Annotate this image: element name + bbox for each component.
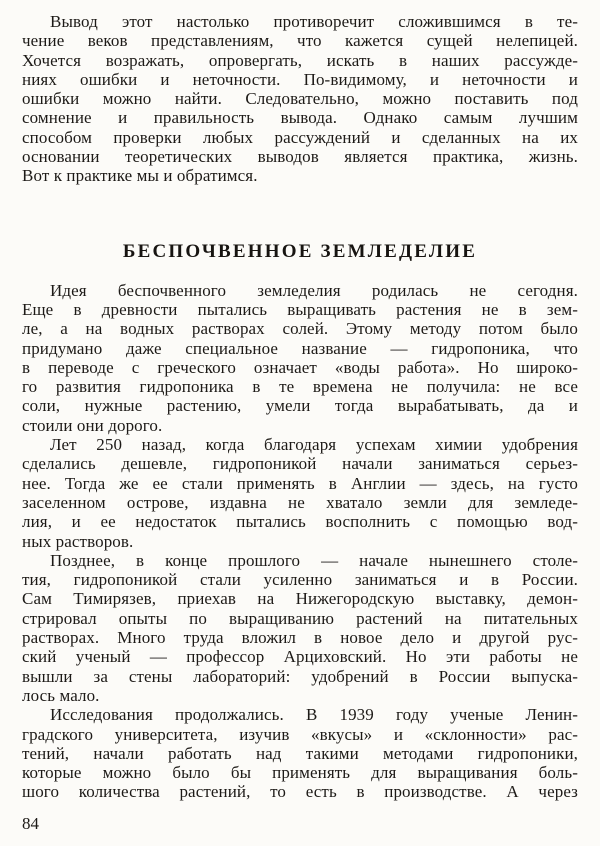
- text-line: Еще в древности пытались выращивать растения не в зем-: [22, 299, 578, 319]
- section-heading: БЕСПОЧВЕННОЕ ЗЕМЛЕДЕЛИЕ: [122, 240, 478, 262]
- text-line: Хочется возражать, опровергать, искать в наших рассужде-: [22, 50, 578, 70]
- text-line: вышли за стены лабораторий: удобрений в России выпуска-: [22, 666, 578, 686]
- text-blocks: [22, 12, 578, 802]
- text-line: тия, гидропоникой стали усиленно заниматься и в России.: [22, 570, 578, 590]
- paragraph: [22, 12, 578, 186]
- text-line: которые можно было бы применять для выращивания боль-: [22, 763, 578, 783]
- text-line: шого количества растений, то есть в производстве. А через: [22, 782, 578, 802]
- text-line: ных растворов.: [22, 531, 134, 551]
- text-line: ниях ошибки и неточности. По-видимому, и неточности и: [22, 69, 578, 89]
- text-line: Лет 250 назад, когда благодаря успехам химии удобрения: [50, 435, 578, 455]
- text-line: ский ученый — профессор Арциховский. Но эти работы не: [22, 647, 578, 667]
- text-line: Вот к практике мы и обратимся.: [22, 166, 258, 186]
- text-line: лось мало.: [22, 685, 100, 705]
- text-line: сомнение и правильность вывода. Однако самым лучшим: [22, 108, 578, 128]
- paragraph: [22, 435, 578, 551]
- text-line: в переводе с греческого означает «воды работа». Но широко-: [22, 357, 578, 377]
- page-number: 84: [22, 813, 39, 833]
- text-line: соли, нужные растению, умели тогда вырабатывать, да и: [22, 396, 578, 416]
- text-line: нее. Тогда же ее стали применять в Англии — здесь, на густо: [22, 473, 578, 493]
- text-line: Позднее, в конце прошлого — начале нынешнего столе-: [50, 550, 578, 570]
- text-line: стрировал опыты по выращиванию растений на питательных: [22, 608, 578, 628]
- text-line: Вывод этот настолько противоречит сложившимся в те-: [50, 12, 578, 31]
- text-line: стоили они дорого.: [22, 415, 163, 435]
- text-line: Сам Тимирязев, приехав на Нижегородскую выставку, демон-: [22, 589, 578, 609]
- text-line: основании теоретических выводов является практика, жизнь.: [22, 147, 578, 167]
- text-line: растворах. Много труда вложил в новое дело и другой рус-: [22, 628, 578, 648]
- paragraph: [22, 551, 578, 705]
- paragraph: [22, 705, 578, 801]
- text-line: Идея беспочвенного земледелия родилась не сегодня.: [50, 280, 578, 300]
- text-line: заселенном острове, издавна не хватало земли для земледе-: [22, 492, 578, 512]
- text-line: тений, начали работать над такими методами гидропоники,: [22, 743, 578, 763]
- text-line: ле, а на водных растворах солей. Этому методу потом было: [22, 319, 578, 339]
- text-line: ошибки можно найти. Следовательно, можно поставить под: [22, 89, 578, 109]
- text-line: лия, и ее недостаток пытались восполнить с помощью вод-: [22, 512, 578, 532]
- text-line: способом проверки любых рассуждений и сделанных на их: [22, 127, 578, 147]
- text-line: Исследования продолжались. В 1939 году ученые Ленин-: [50, 705, 578, 725]
- text-line: придумано даже специальное название — гидропоника, что: [22, 338, 578, 358]
- text-line: градского университета, изучив «вкусы» и «склонности» рас-: [22, 724, 578, 744]
- paragraph: [22, 281, 578, 435]
- text-line: сделались дешевле, гидропоникой начали заниматься серьез-: [22, 454, 578, 474]
- text-line: чение веков представлениям, что кажется сущей нелепицей.: [22, 31, 578, 51]
- text-line: го развития гидропоника в те времена не получила: не все: [22, 377, 578, 397]
